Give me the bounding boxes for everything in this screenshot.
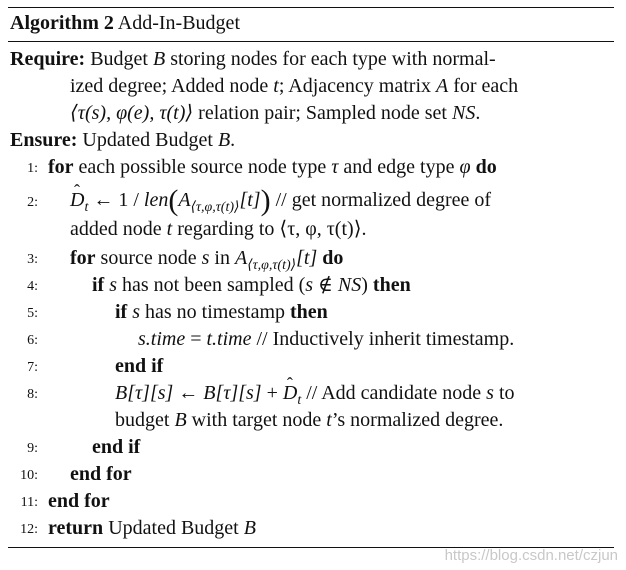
algorithm-line — [8, 461, 614, 488]
keyword: if — [115, 301, 128, 323]
line-number: 2: — [27, 195, 38, 210]
keyword: if — [92, 274, 105, 296]
line-number: 9: — [27, 441, 38, 456]
keyword: do — [322, 247, 344, 269]
comment: regarding to ⟨τ, φ, τ(t)⟩. — [172, 218, 367, 240]
math-var: s ∉ NS — [305, 274, 362, 296]
math-var: ˆ D — [70, 187, 84, 214]
line-number: 7: — [27, 360, 38, 375]
require-var: A — [436, 75, 449, 97]
comment: to — [493, 382, 515, 404]
algorithm-block — [8, 7, 614, 548]
algorithm-line — [8, 272, 614, 299]
require-continuation — [10, 73, 614, 100]
math-var: τ — [331, 156, 339, 178]
ensure-text: Updated Budget — [82, 129, 218, 151]
math-sub: t — [84, 200, 89, 215]
math-var: s.time — [138, 328, 186, 350]
math-var: t — [326, 409, 332, 431]
line-number: 10: — [20, 468, 38, 483]
line-text: ← 1 / — [88, 189, 144, 211]
math-var: len — [143, 189, 169, 211]
line-text: each possible source node type — [73, 156, 332, 178]
line-number: 3: — [27, 252, 38, 267]
math-var: A — [178, 189, 191, 211]
keyword: then — [372, 274, 411, 296]
algorithm-line — [8, 380, 614, 434]
math-var: B[τ][s] — [115, 382, 174, 404]
require-math: ⟨τ(s), φ(e), τ(t)⟩ — [70, 102, 194, 124]
math-var: s — [132, 301, 141, 323]
keyword: end if — [115, 355, 164, 377]
require-text: ized degree; Added node — [70, 75, 274, 97]
algorithm-line: 2: ˆ $D_t$ ← $1 / len(A_{⟨\tau,\varphi,\tau(t)⟩}[t])$ // get normalized degree of added node t regarding to ⟨τ, φ, τ(t)⟩. — [8, 187, 614, 243]
keyword: then — [290, 301, 328, 323]
ensure-text: . — [230, 129, 236, 151]
line-text: ) — [361, 274, 373, 296]
algorithm-line — [8, 154, 614, 181]
comment: added node — [70, 218, 167, 240]
algorithm-line — [8, 326, 614, 353]
keyword: for — [70, 247, 96, 269]
require-var: B — [152, 48, 166, 70]
line-number: 8: — [27, 387, 38, 402]
keyword: end for — [70, 463, 132, 485]
algorithm-line — [8, 434, 614, 461]
math-var: φ — [459, 156, 471, 178]
require-text: Budget — [90, 48, 153, 70]
line-text: has no timestamp — [140, 301, 290, 323]
caption-label: Algorithm 2 — [10, 12, 114, 34]
keyword: return — [48, 517, 104, 539]
require-text: for each — [448, 75, 519, 97]
math-var: B[τ][s] — [203, 382, 262, 404]
comment: with target node — [186, 409, 327, 431]
caption-rule — [8, 41, 614, 42]
require-var: NS — [452, 102, 476, 124]
algorithm-line — [8, 488, 614, 515]
algorithm-line — [8, 299, 614, 326]
math-var: B — [243, 517, 256, 539]
require-text: storing nodes for each type with normal- — [165, 48, 496, 70]
line-text: + — [261, 382, 283, 404]
require-label: Require: — [10, 48, 86, 70]
require-clause — [8, 46, 614, 127]
algorithm-caption — [8, 10, 614, 38]
algorithm-line — [8, 245, 614, 272]
math-var: s — [201, 247, 210, 269]
comment: // Inductively inherit timestamp. — [251, 328, 515, 350]
ensure-var: B — [217, 129, 231, 151]
math-var: ˆ D — [283, 380, 297, 407]
require-text: ; Adjacency matrix — [278, 75, 436, 97]
line-text: source node — [95, 247, 202, 269]
line-number: 5: — [27, 306, 38, 321]
math-var: B — [174, 409, 187, 431]
math-var: [t] — [296, 247, 323, 269]
line-text: Updated Budget — [103, 517, 244, 539]
require-continuation — [10, 100, 614, 127]
watermark: https://blog.csdn.net/czjun — [444, 547, 618, 564]
algorithm-line — [8, 515, 614, 542]
require-text: relation pair; Sampled node set — [193, 102, 452, 124]
comment: // get normalized degree of — [270, 189, 492, 211]
line-text: = — [185, 328, 207, 350]
math-var: A — [234, 247, 248, 269]
keyword: do — [475, 156, 497, 178]
line-number: 4: — [27, 279, 38, 294]
comment: ’s normalized degree. — [331, 409, 504, 431]
caption-title: Add-In-Budget — [117, 12, 240, 34]
line-number: 12: — [20, 522, 38, 537]
line-text: and edge type — [338, 156, 460, 178]
line-number: 11: — [20, 495, 38, 510]
line-text: in — [209, 247, 235, 269]
line-text: ← — [173, 382, 204, 404]
line-number: 6: — [27, 333, 38, 348]
comment: budget — [115, 409, 175, 431]
comment: // Add candidate node — [301, 382, 487, 404]
ensure-label: Ensure: — [10, 129, 78, 151]
math-var: [t] — [239, 189, 261, 211]
ensure-clause — [8, 127, 614, 154]
keyword: for — [48, 156, 74, 178]
math-sub: t — [297, 393, 302, 408]
keyword: end for — [48, 490, 110, 512]
math-var: t — [166, 218, 173, 240]
line-text: has not been sampled ( — [117, 274, 306, 296]
require-var: t — [273, 75, 279, 97]
math-var: s — [109, 274, 118, 296]
math-sub: ⟨τ,φ,τ(t)⟩ — [247, 258, 297, 273]
math-sub: ⟨τ,φ,τ(t)⟩ — [190, 200, 240, 215]
keyword: end if — [92, 436, 141, 458]
line-number: 1: — [27, 161, 38, 176]
algorithm-line — [8, 353, 614, 380]
math-var: t.time — [206, 328, 252, 350]
top-rule — [8, 7, 614, 8]
require-text: . — [475, 102, 481, 124]
math-var: s — [486, 382, 494, 404]
